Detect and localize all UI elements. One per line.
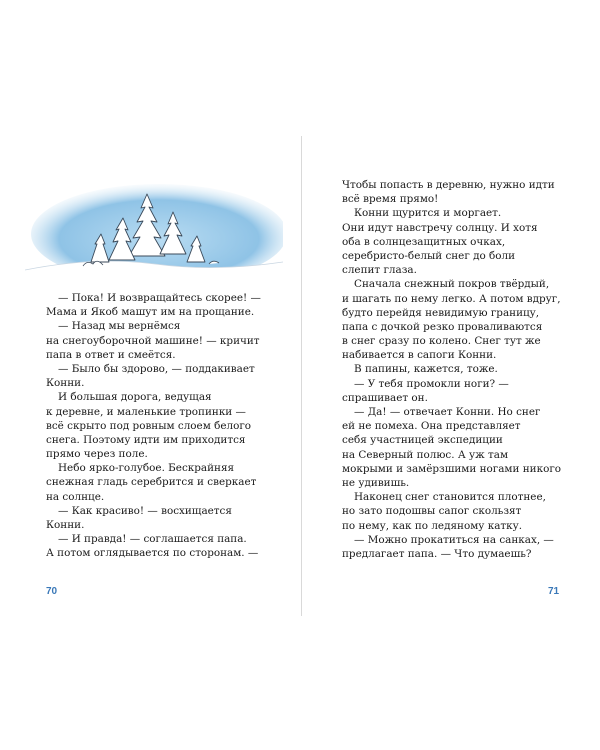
text-line: к деревне, и маленькие тропинки — [46,405,246,418]
text-line: Они идут навстречу солнцу. И хотя [342,221,538,234]
text-line: Конни. [46,519,85,531]
text-line: предлагает папа. — Что думаешь? [342,547,532,560]
book-spread [0,136,600,616]
text-line: Небо ярко-голубое. Бескрайняя [58,462,235,475]
page-number-left: 70 [46,586,58,597]
text-line: всё время прямо! [342,193,439,206]
text-line: И большая дорога, ведущая [58,391,212,404]
text-line: набивается в сапоги Конни. [342,349,497,362]
text-line: — Да! — отвечает Конни. Но снег [354,406,541,418]
text-line: папа в ответ и смеётся. [46,348,176,361]
text-line: в снег сразу по колено. Снег тут же [342,335,541,348]
text-line: — И правда! — соглашается папа. [58,533,247,546]
text-line: не удивишь. [342,476,410,489]
right-page-text [342,178,562,561]
text-line: Мама и Якоб машут им на прощание. [46,306,255,319]
text-line: и шагать по нему легко. А потом вдруг, [342,292,561,305]
text-line: на солнце. [46,490,105,503]
text-line: себя участницей экспедиции [342,434,503,447]
text-line: будто перейдя невидимую границу, [342,306,540,319]
text-line: — Назад мы вернёмся [58,320,181,333]
left-page [0,136,300,616]
text-line: — У тебя промокли ноги? — [354,377,509,390]
text-line: всё скрыто под ровным слоем белого [46,419,252,432]
text-line: Конни. [46,377,85,390]
text-line: мокрыми и замёрзшими ногами никого [342,462,562,475]
text-line: Наконец снег становится плотнее, [354,491,546,504]
text-line: серебристо-белый снег до боли [342,249,516,262]
text-line: Сначала снежный покров твёрдый, [354,278,550,291]
text-line: по нему, как по ледяному катку. [342,519,523,532]
page-number-right: 71 [548,586,560,597]
text-line: В папины, кажется, тоже. [354,363,498,376]
text-line: снежная гладь серебрится и сверкает [46,476,257,489]
text-line: ей не помеха. Она представляет [342,420,521,433]
text-line: но зато подошвы сапог скользят [342,505,522,518]
text-line: на Северный полюс. А уж там [342,448,509,461]
text-line: — Можно прокатиться на санках, — [354,533,554,546]
text-line: Конни щурится и моргает. [354,207,502,220]
text-line: снега. Поэтому идти им приходится [46,433,246,446]
snowy-trees-illustration [25,182,283,286]
text-line: спрашивает он. [342,391,428,404]
text-line: — Как красиво! — восхищается [58,504,232,517]
text-line: на снегоуборочной машине! — кричит [46,334,260,347]
text-line: — Пока! И возвращайтесь скорее! — [58,292,261,304]
text-line: оба в солнцезащитных очках, [342,235,506,248]
text-line: слепит глаза. [342,264,417,277]
right-page [302,136,600,616]
text-line: прямо через поле. [46,448,148,461]
text-line: — Было бы здорово, — поддакивает [58,362,255,375]
text-line: А потом оглядывается по сторонам. — [46,547,259,560]
left-page-text [46,291,261,561]
text-line: Чтобы попасть в деревню, нужно идти [342,179,555,191]
text-line: папа с дочкой резко проваливаются [342,320,543,333]
